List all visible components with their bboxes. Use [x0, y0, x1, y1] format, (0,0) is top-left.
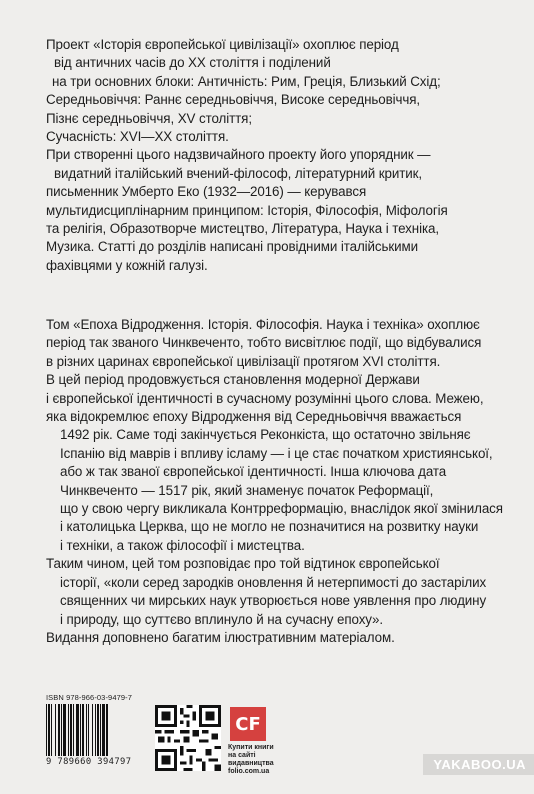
text-line: період так званого Чинквеченто, тобто висвітлює події, що відбувалися [46, 335, 482, 351]
description-paragraph-1 [46, 36, 526, 275]
text-line: Сучасність: XVI—XX століття. [46, 129, 229, 145]
text-line: Том «Епоха Відродження. Історія. Філософія. Наука і техніка» охоплює [46, 317, 480, 332]
barcode-digits: 9 789660 394797 [46, 757, 132, 767]
text-line: Видання доповнено багатим ілюстративним матеріалом. [46, 629, 395, 645]
watermark: YAKABOO.UA [423, 754, 534, 775]
text-line: Чинквеченто — 1517 рік, який знаменує початок Реформації, [60, 482, 434, 498]
text-line: і техніки, а також філософії і мистецтва. [60, 537, 305, 553]
text-line: історії, «коли серед зародків оновлення й нетерпимості до застарілих [60, 574, 487, 590]
qr-code-icon [155, 705, 221, 771]
buy-line: folio.com.ua [228, 768, 270, 775]
text-line: Музика. Статті до розділів написані провідними італійськими [46, 239, 419, 255]
text-line: В цей період продовжується становлення модерної Держави [46, 372, 420, 388]
text-line: що у свою чергу викликала Контрреформацію, внаслідок якої змінилася [60, 501, 503, 517]
text-line: і католицька Церква, що не могло не позначитися на розвитку науки [60, 519, 479, 535]
isbn-label: ISBN 978-966-03-9479-7 [46, 693, 133, 702]
text-line: 1492 рік. Саме тоді закінчується Реконкіста, що остаточно звільняє [60, 427, 471, 443]
text-line: і європейської ідентичності в сучасному розумінні цього слова. Межею, [46, 390, 484, 406]
text-line: і природу, що суттєво вплинуло й на сучасну епоху». [60, 611, 384, 627]
text-line: мультидисциплінарним принципом: Історія, Філософія, Міфологія [46, 202, 448, 218]
buy-line: на сайті [228, 752, 256, 759]
text-line: або ж так званої європейської ідентичності. Інша ключова дата [60, 464, 447, 480]
description-paragraph-2 [46, 316, 526, 647]
text-line: Таким чином, цей том розповідає про той відтинок європейської [46, 556, 440, 572]
text-line: яка відокремлює епоху Відродження від Середньовіччя вважається [46, 409, 462, 425]
barcode-bars [46, 704, 146, 756]
text-line: на три основних блоки: Античність: Рим, Греція, Близький Схід; [52, 73, 441, 89]
text-line: Проект «Історія європейської цивілізації» охоплює період [46, 37, 399, 52]
text-line: від античних часів до XX століття і поділений [54, 55, 331, 71]
publisher-logo: CF [230, 707, 266, 741]
text-line: При створенні цього надзвичайного проекту його упорядник — [46, 147, 431, 163]
text-line: священних чи мирських наук утворюється нове уявлення про людину [60, 593, 487, 609]
buy-line: видавництва [228, 760, 274, 767]
text-line: фахівцями у кожній галузі. [46, 257, 208, 273]
barcode [46, 704, 146, 767]
text-line: Середньовіччя: Раннє середньовіччя, Високе середньовіччя, [46, 92, 421, 108]
text-line: та релігія, Образотворче мистецтво, Література, Наука і техніка, [46, 221, 439, 237]
text-line: Іспанію від маврів і впливу ісламу — і це стає початком християнської, [60, 445, 493, 461]
barcode-bar [108, 704, 109, 756]
buy-line: Купити книги [228, 744, 274, 751]
text-line: в різних царинах європейської цивілізації протягом XVI століття. [46, 353, 441, 369]
text-line: видатний італійський вчений-філософ, літературний критик, [54, 165, 423, 181]
text-line: письменник Умберто Еко (1932—2016) — керувався [46, 184, 367, 200]
text-line: Пізнє середньовіччя, XV століття; [46, 110, 252, 126]
buy-online-text [228, 744, 274, 776]
